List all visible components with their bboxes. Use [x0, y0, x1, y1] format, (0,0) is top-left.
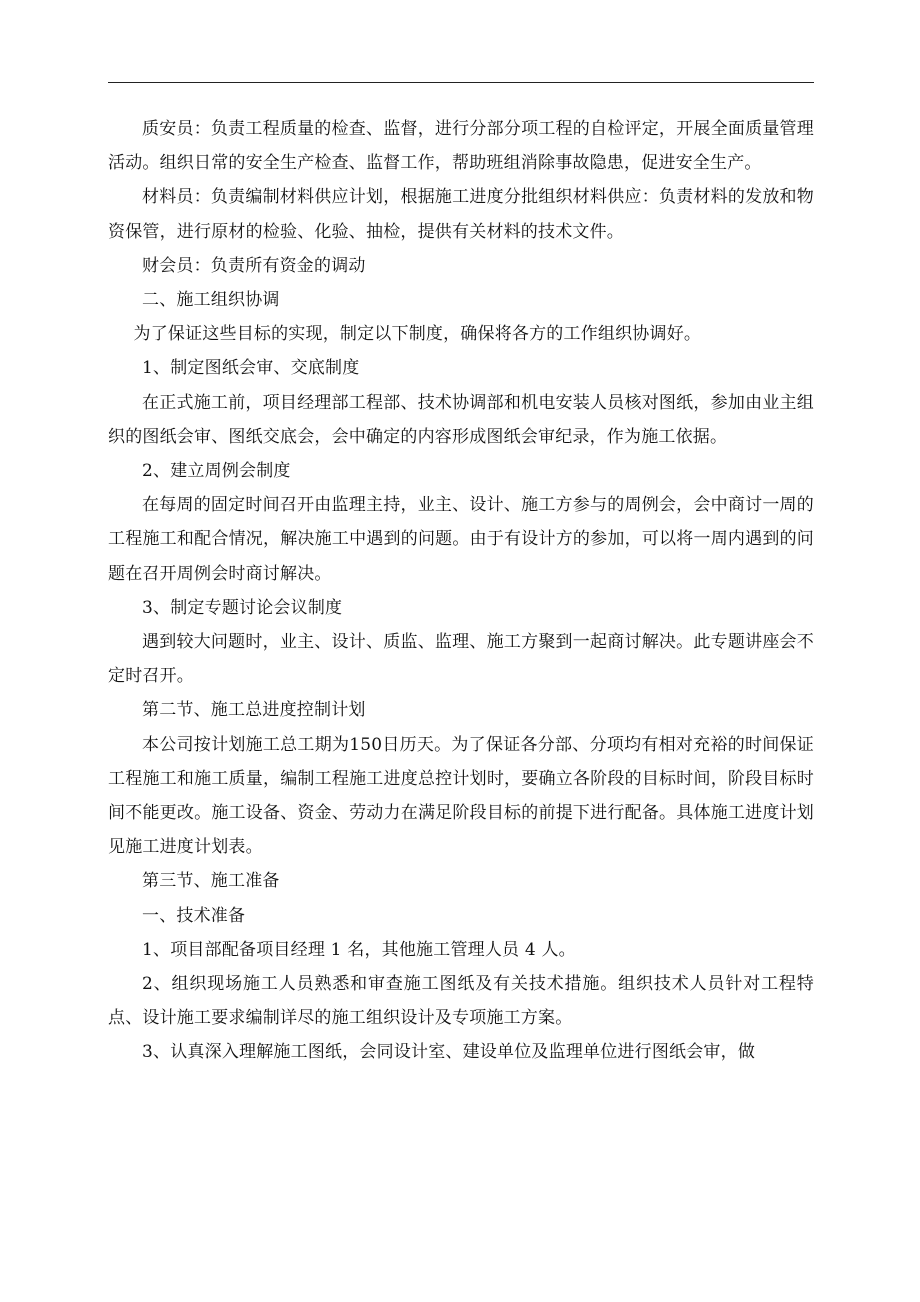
paragraph-weekly-meeting: 在每周的固定时间召开由监理主持，业主、设计、施工方参与的周例会，会中商讨一周的工程施工和配合情况，解决施工中遇到的问题。由于有设计方的参加，可以将一周内遇到的问题在召开周例会时商讨解决。 — [108, 495, 814, 584]
paragraph-coordination-intro: 为了保证这些目标的实现，制定以下制度，确保将各方的工作组织协调好。 — [133, 324, 702, 345]
subheading-special-meeting: 3、制定专题讨论会议制度 — [142, 597, 343, 618]
subheading-weekly-meeting: 2、建立周例会制度 — [142, 461, 291, 482]
header-rule — [108, 82, 814, 83]
paragraph-drawing-review: 在正式施工前，项目经理部工程部、技术协调部和机电安装人员核对图纸，参加由业主组织的图纸会审、图纸交底会，会中确定的内容形成图纸会审纪录，作为施工依据。 — [108, 392, 814, 447]
paragraph-finance-officer: 财会员：负责所有资金的调动 — [142, 255, 366, 276]
paragraph-materials-officer: 材料员：负责编制材料供应计划，根据施工进度分批组织材料供应：负责材料的发放和物资保管，进行原材的检验、化验、抽检，提供有关材料的技术文件。 — [108, 187, 814, 242]
section-heading-schedule: 第二节、施工总进度控制计划 — [142, 700, 366, 721]
list-item-drawing-joint-review: 3、认真深入理解施工图纸，会同设计室、建设单位及监理单位进行图纸会审，做 — [142, 1042, 756, 1063]
paragraph-qa-officer: 质安员：负责工程质量的检查、监督，进行分部分项工程的自检评定，开展全面质量管理活动。组织日常的安全生产检查、监督工作，帮助班组消除事故隐患，促进安全生产。 — [108, 119, 814, 174]
document-body — [108, 112, 814, 1070]
paragraph-schedule: 本公司按计划施工总工期为150日历天。为了保证各分部、分项均有相对充裕的时间保证工程施工和施工质量，编制工程施工进度总控计划时，要确立各阶段的目标时间，阶段目标时间不能更改。施工设备、资金、劳动力在满足阶段目标的前提下进行配备。具体施工进度计划见施工进度计划表。 — [108, 734, 814, 858]
section-heading-coordination: 二、施工组织协调 — [142, 290, 280, 311]
paragraph-special-meeting: 遇到较大问题时，业主、设计、质监、监理、施工方聚到一起商讨解决。此专题讲座会不定时召开。 — [108, 632, 814, 687]
subheading-technical-prep: 一、技术准备 — [142, 905, 246, 926]
subheading-drawing-review: 1、制定图纸会审、交底制度 — [142, 358, 360, 379]
list-item-staffing: 1、项目部配备项目经理 1 名，其他施工管理人员 4 人。 — [142, 939, 576, 960]
list-item-drawing-study: 2、组织现场施工人员熟悉和审查施工图纸及有关技术措施。组织技术人员针对工程特点、设计施工要求编制详尽的施工组织设计及专项施工方案。 — [108, 974, 814, 1029]
section-heading-preparation: 第三节、施工准备 — [142, 871, 280, 892]
